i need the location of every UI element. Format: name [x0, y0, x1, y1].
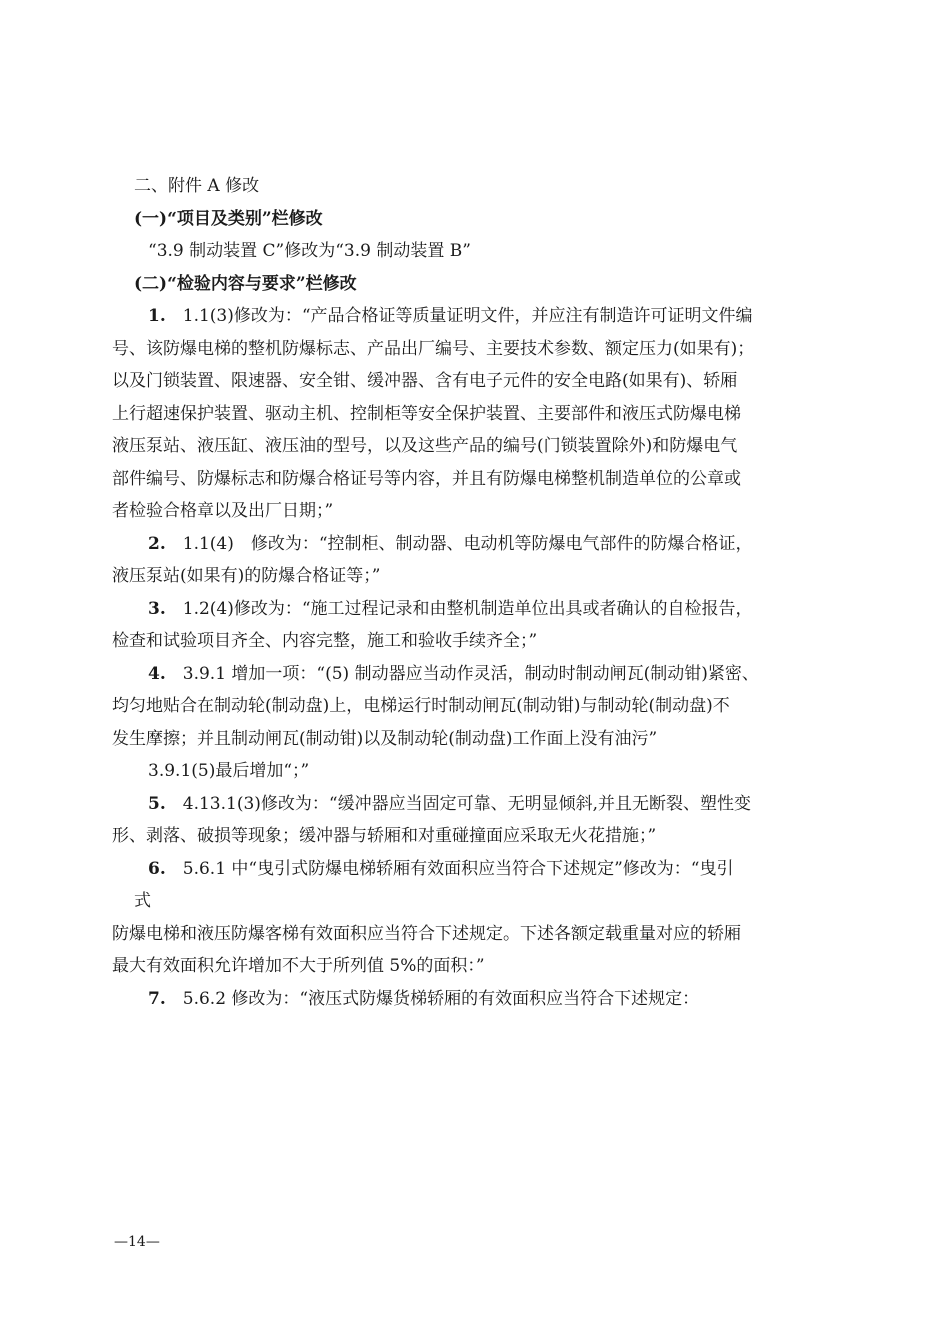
list-item-line: 上行超速保护装置、驱动主机、控制柜等安全保护装置、主要部件和液压式防爆电梯: [112, 403, 741, 424]
list-item-line: 以及门锁装置、限速器、安全钳、缓冲器、含有电子元件的安全电路(如果有)、轿厢: [112, 371, 738, 391]
list-item-line: 式: [134, 891, 151, 911]
list-item-line: 部件编号、防爆标志和防爆合格证号等内容，并且有防爆电梯整机制造单位的公章或: [112, 468, 741, 489]
list-item-line: 2. 1.1(4) 修改为：“控制柜、制动器、电动机等防爆电气部件的防爆合格证，: [148, 533, 753, 554]
list-item-line: 7. 5.6.2 修改为：“液压式防爆货梯轿厢的有效面积应当符合下述规定：: [148, 988, 700, 1009]
list-item-line: 3. 1.2(4)修改为：“施工过程记录和由整机制造单位出具或者确认的自检报告，: [148, 598, 753, 619]
list-item-line: 防爆电梯和液压防爆客梯有效面积应当符合下述规定。下述各额定载重量对应的轿厢: [112, 923, 741, 944]
subsection-1-title: (一)“项目及类别”栏修改: [134, 208, 323, 229]
list-item-line: 5. 4.13.1(3)修改为：“缓冲器应当固定可靠、无明显倾斜,并且无断裂、塑性变: [148, 793, 751, 814]
item-number: 6.: [148, 858, 166, 879]
list-item-line: 发生摩擦；并且制动闸瓦(制动钳)以及制动轮(制动盘)工作面上没有油污”: [112, 728, 658, 749]
list-item-line: 检查和试验项目齐全、内容完整，施工和验收手续齐全；”: [112, 631, 538, 651]
item-number: 5.: [148, 793, 166, 814]
section-title: 二、附件 A 修改: [134, 176, 260, 196]
item-number: 7.: [148, 988, 166, 1009]
subsection-2-title: (二)“检验内容与要求”栏修改: [134, 273, 357, 294]
item-number: 3.: [148, 598, 166, 619]
item-number: 2.: [148, 533, 166, 554]
list-item-line: 液压泵站(如果有)的防爆合格证等；”: [112, 566, 381, 586]
document-body: [112, 170, 842, 1015]
list-item-line: 6. 5.6.1 中“曳引式防爆电梯轿厢有效面积应当符合下述规定”修改为：“曳引: [148, 858, 734, 879]
list-item-line: 均匀地贴合在制动轮(制动盘)上，电梯运行时制动闸瓦(制动钳)与制动轮(制动盘)不: [112, 696, 730, 716]
list-item-line: 液压泵站、液压缸、液压油的型号，以及这些产品的编号(门锁装置除外)和防爆电气: [112, 436, 738, 456]
item-number: 1.: [148, 306, 166, 326]
item-number: 4.: [148, 663, 166, 684]
note-line: 3.9.1(5)最后增加“；”: [148, 761, 310, 781]
list-item-line: 1. 1.1(3)修改为：“产品合格证等质量证明文件，并应注有制造许可证明文件编: [148, 306, 753, 326]
page-number: —14—: [114, 1234, 160, 1250]
list-item-line: 形、剥落、破损等现象；缓冲器与轿厢和对重碰撞面应采取无火花措施；”: [112, 826, 657, 846]
list-item-line: 4. 3.9.1 增加一项：“(5) 制动器应当动作灵活，制动时制动闸瓦(制动钳)紧密、: [148, 663, 759, 684]
list-item-line: 号、该防爆电梯的整机防爆标志、产品出厂编号、主要技术参数、额定压力(如果有)；: [112, 338, 755, 359]
list-item-line: 者检验合格章以及出厂日期；”: [112, 501, 334, 521]
list-item-line: 最大有效面积允许增加不大于所列值 5%的面积：”: [112, 956, 485, 976]
subsection-1-content: “3.9 制动装置 C”修改为“3.9 制动装置 B”: [148, 241, 471, 261]
